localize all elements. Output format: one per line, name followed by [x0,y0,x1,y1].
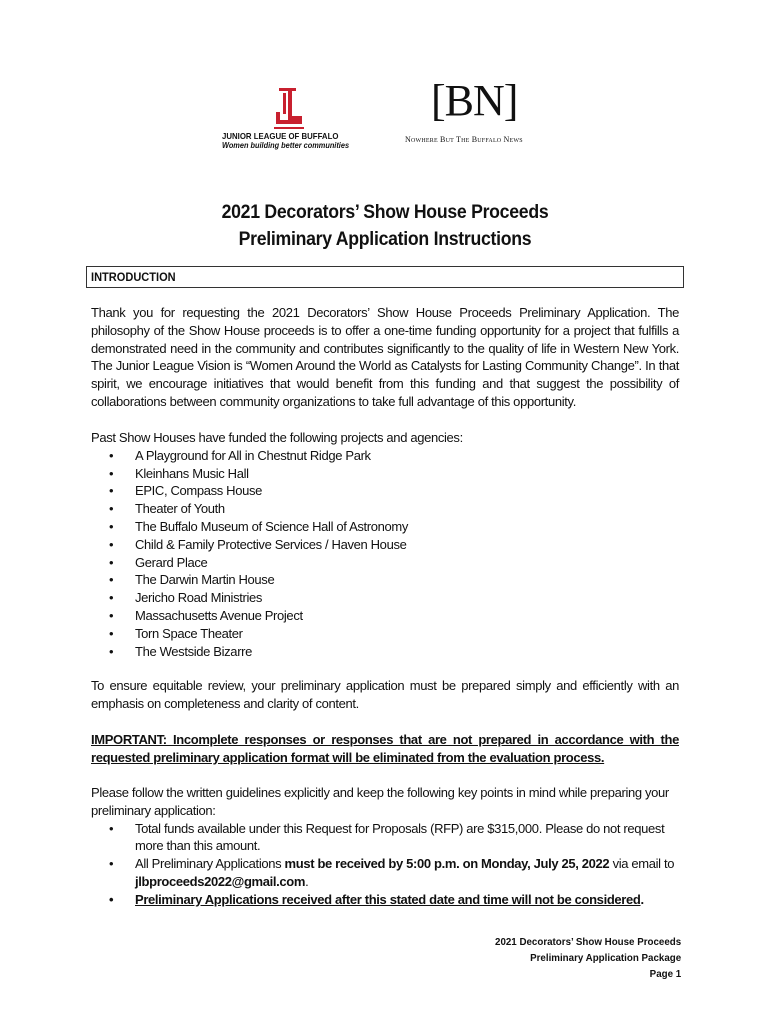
list-item: • Gerard Place [91,554,679,572]
list-item: • The Darwin Martin House [91,571,679,589]
document-title-line1: 2021 Decorators’ Show House Proceeds [221,202,549,223]
list-item: • Torn Space Theater [91,625,679,643]
introduction-heading: INTRODUCTION [91,270,176,284]
introduction-paragraph: Thank you for requesting the 2021 Decorators’ Show House Proceeds Preliminary Application. The philosophy of the Show House proceeds is to offer a one-time funding opportunity for a project that fulfills a demonstrated need in the community and contributes significantly to the quality of life in Western New York. The Junior League Vision is “Women Around the World as Catalysts for Lasting Community Change”. In that spirit, we encourage initiatives that would benefit from this funding and that suggest the possibility of collaborations between community organizations to take full advantage of this opportunity. [91,305,679,409]
important-notice: IMPORTANT: Incomplete responses or responses that are not prepared in accordance with the requested preliminary application format will be eliminated from the evaluation process. [91,732,679,765]
page-footer [495,935,681,982]
guidelines-lead: Please follow the written guidelines explicitly and keep the following key points in mind while preparing your preliminary application: [91,785,669,818]
review-paragraph: To ensure equitable review, your preliminary application must be prepared simply and efficiently with an emphasis on completeness and clarity of content. [91,678,679,711]
page-number: Page 1 [649,967,681,980]
submission-email[interactable]: jlbproceeds2022@gmail.com [135,873,306,889]
buffalo-news-tagline: Nowhere But The Buffalo News [405,135,523,144]
past-projects-list [91,447,679,661]
list-item: • The Westside Bizarre [91,643,679,661]
list-item: • Child & Family Protective Services / Haven House [91,536,679,554]
document-title-line2: Preliminary Application Instructions [238,229,532,250]
list-item: • The Buffalo Museum of Science Hall of Astronomy [91,518,679,536]
guidelines-list [91,820,679,909]
buffalo-news-mark: [BN] [431,76,518,125]
introduction-heading-box [86,266,684,288]
deadline-date: must be received by 5:00 p.m. on Monday, July 25, 2022 [284,856,610,872]
guideline-deadline [91,855,679,891]
list-item: • A Playground for All in Chestnut Ridge Park [91,447,679,465]
list-item: • Theater of Youth [91,500,679,518]
past-projects-section [91,429,679,660]
deadline-mid: via email to [609,856,675,872]
guideline-late-submissions: • Preliminary Applications received after this stated date and time will not be considered. [91,891,679,909]
buffalo-news-logo [405,74,555,146]
junior-league-mark-icon [274,86,304,130]
footer-title: 2021 Decorators’ Show House Proceeds [494,936,681,948]
junior-league-logo [222,86,372,156]
junior-league-name: JUNIOR LEAGUE OF BUFFALO [222,131,339,141]
list-item: • Kleinhans Music Hall [91,465,679,483]
deadline-prefix: All Preliminary Applications [135,856,285,872]
list-item: • Jericho Road Ministries [91,589,679,607]
past-projects-lead: Past Show Houses have funded the following projects and agencies: [91,430,463,445]
late-submissions-text: Preliminary Applications received after this stated date and time will not be considered [135,891,641,907]
guideline-funds: • Total funds available under this Request for Proposals (RFP) are $315,000. Please do not request more than this amount. [91,820,679,856]
guidelines-section [91,784,679,909]
junior-league-tagline: Women building better communities [222,141,350,150]
deadline-suffix: . [305,873,309,889]
footer-subtitle: Preliminary Application Package [529,951,681,964]
list-item: • EPIC, Compass House [91,482,679,500]
list-item: • Massachusetts Avenue Project [91,607,679,625]
